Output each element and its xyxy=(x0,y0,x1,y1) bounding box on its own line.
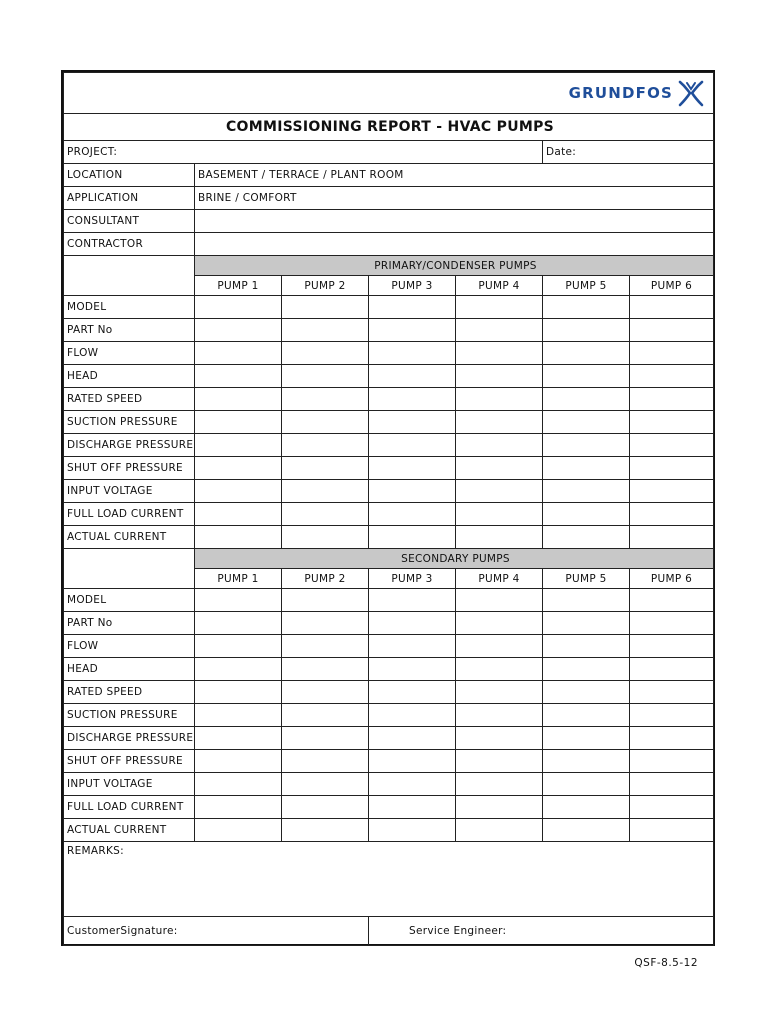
secondary-entry-cell[interactable] xyxy=(543,773,630,796)
primary-row-label: PART No xyxy=(64,319,195,342)
table-row xyxy=(64,388,714,411)
secondary-section-heading: SECONDARY PUMPS xyxy=(195,549,714,569)
primary-row-label: DISCHARGE PRESSURE xyxy=(64,434,195,457)
primary-row-label: INPUT VOLTAGE xyxy=(64,480,195,503)
secondary-entry-cell[interactable] xyxy=(369,635,456,658)
primary-entry-cell[interactable] xyxy=(195,365,282,388)
secondary-entry-cell[interactable] xyxy=(456,819,543,842)
secondary-entry-cell[interactable] xyxy=(369,773,456,796)
primary-entry-cell[interactable] xyxy=(195,388,282,411)
secondary-pump-header: PUMP 6 xyxy=(630,569,714,589)
secondary-entry-cell[interactable] xyxy=(630,773,714,796)
secondary-pump-header: PUMP 5 xyxy=(543,569,630,589)
primary-entry-cell[interactable] xyxy=(543,457,630,480)
secondary-entry-cell[interactable] xyxy=(282,796,369,819)
secondary-entry-cell[interactable] xyxy=(369,589,456,612)
date-field[interactable] xyxy=(543,141,714,164)
primary-entry-cell[interactable] xyxy=(369,319,456,342)
secondary-entry-cell[interactable] xyxy=(543,589,630,612)
primary-entry-cell[interactable] xyxy=(195,319,282,342)
primary-entry-cell[interactable] xyxy=(282,526,369,549)
primary-entry-cell[interactable] xyxy=(456,342,543,365)
table-row xyxy=(64,658,714,681)
secondary-entry-cell[interactable] xyxy=(195,612,282,635)
primary-entry-cell[interactable] xyxy=(369,434,456,457)
primary-pump-header: PUMP 3 xyxy=(369,276,456,296)
secondary-entry-cell[interactable] xyxy=(282,727,369,750)
secondary-pumps-section xyxy=(64,549,714,842)
primary-pump-header: PUMP 1 xyxy=(195,276,282,296)
secondary-entry-cell[interactable] xyxy=(456,750,543,773)
primary-entry-cell[interactable] xyxy=(282,434,369,457)
secondary-row-label: ACTUAL CURRENT xyxy=(64,819,195,842)
primary-entry-cell[interactable] xyxy=(456,526,543,549)
secondary-entry-cell[interactable] xyxy=(195,589,282,612)
secondary-pump-header: PUMP 1 xyxy=(195,569,282,589)
secondary-entry-cell[interactable] xyxy=(456,796,543,819)
primary-entry-cell[interactable] xyxy=(195,411,282,434)
table-row xyxy=(64,612,714,635)
primary-entry-cell[interactable] xyxy=(543,388,630,411)
secondary-entry-cell[interactable] xyxy=(456,727,543,750)
primary-entry-cell[interactable] xyxy=(456,457,543,480)
primary-entry-cell[interactable] xyxy=(543,296,630,319)
table-row xyxy=(64,365,714,388)
secondary-row-label: MODEL xyxy=(64,589,195,612)
report-title: COMMISSIONING REPORT - HVAC PUMPS xyxy=(64,114,714,141)
secondary-entry-cell[interactable] xyxy=(630,612,714,635)
secondary-entry-cell[interactable] xyxy=(456,704,543,727)
report-table xyxy=(63,72,714,946)
primary-entry-cell[interactable] xyxy=(195,457,282,480)
primary-section-heading: PRIMARY/CONDENSER PUMPS xyxy=(195,256,714,276)
primary-entry-cell[interactable] xyxy=(195,526,282,549)
primary-pump-header: PUMP 4 xyxy=(456,276,543,296)
primary-entry-cell[interactable] xyxy=(543,365,630,388)
primary-pump-header: PUMP 6 xyxy=(630,276,714,296)
secondary-entry-cell[interactable] xyxy=(195,681,282,704)
secondary-entry-cell[interactable] xyxy=(195,658,282,681)
secondary-entry-cell[interactable] xyxy=(630,658,714,681)
primary-entry-cell[interactable] xyxy=(195,342,282,365)
secondary-entry-cell[interactable] xyxy=(282,773,369,796)
primary-entry-cell[interactable] xyxy=(369,296,456,319)
table-row xyxy=(64,503,714,526)
secondary-entry-cell[interactable] xyxy=(195,635,282,658)
secondary-entry-cell[interactable] xyxy=(456,681,543,704)
secondary-entry-cell[interactable] xyxy=(543,750,630,773)
secondary-row-label: PART No xyxy=(64,612,195,635)
secondary-entry-cell[interactable] xyxy=(543,796,630,819)
primary-entry-cell[interactable] xyxy=(543,480,630,503)
secondary-entry-cell[interactable] xyxy=(456,658,543,681)
table-row xyxy=(64,296,714,319)
primary-entry-cell[interactable] xyxy=(543,342,630,365)
secondary-entry-cell[interactable] xyxy=(195,704,282,727)
primary-pumps-section xyxy=(64,256,714,549)
primary-pump-header: PUMP 5 xyxy=(543,276,630,296)
primary-entry-cell[interactable] xyxy=(456,503,543,526)
consultant-value[interactable] xyxy=(195,210,714,233)
primary-entry-cell[interactable] xyxy=(543,319,630,342)
primary-entry-cell[interactable] xyxy=(543,526,630,549)
primary-entry-cell[interactable] xyxy=(282,457,369,480)
primary-row-label: FLOW xyxy=(64,342,195,365)
remarks-field[interactable] xyxy=(64,842,714,917)
primary-row-label: MODEL xyxy=(64,296,195,319)
table-row xyxy=(64,457,714,480)
primary-entry-cell[interactable] xyxy=(282,342,369,365)
secondary-entry-cell[interactable] xyxy=(282,658,369,681)
primary-entry-cell[interactable] xyxy=(630,296,714,319)
secondary-entry-cell[interactable] xyxy=(282,612,369,635)
location-value[interactable]: BASEMENT / TERRACE / PLANT ROOM xyxy=(195,164,714,187)
secondary-entry-cell[interactable] xyxy=(282,750,369,773)
primary-entry-cell[interactable] xyxy=(456,480,543,503)
primary-entry-cell[interactable] xyxy=(543,503,630,526)
table-row xyxy=(64,635,714,658)
table-row xyxy=(64,727,714,750)
secondary-entry-cell[interactable] xyxy=(369,681,456,704)
table-row xyxy=(64,750,714,773)
primary-entry-cell[interactable] xyxy=(630,388,714,411)
secondary-row-label: FULL LOAD CURRENT xyxy=(64,796,195,819)
primary-entry-cell[interactable] xyxy=(456,411,543,434)
secondary-entry-cell[interactable] xyxy=(282,819,369,842)
remarks-label: REMARKS: xyxy=(67,845,124,857)
secondary-row-label: HEAD xyxy=(64,658,195,681)
primary-entry-cell[interactable] xyxy=(456,434,543,457)
commissioning-report-form xyxy=(61,70,715,946)
secondary-entry-cell[interactable] xyxy=(543,727,630,750)
primary-row-label: FULL LOAD CURRENT xyxy=(64,503,195,526)
service-engineer-label: Service Engineer: xyxy=(409,925,507,937)
secondary-row-label: SUCTION PRESSURE xyxy=(64,704,195,727)
primary-entry-cell[interactable] xyxy=(369,526,456,549)
secondary-entry-cell[interactable] xyxy=(630,796,714,819)
primary-entry-cell[interactable] xyxy=(630,526,714,549)
date-label: Date: xyxy=(546,146,577,158)
primary-entry-cell[interactable] xyxy=(630,480,714,503)
table-row xyxy=(64,796,714,819)
table-row xyxy=(64,704,714,727)
secondary-entry-cell[interactable] xyxy=(456,612,543,635)
table-row xyxy=(64,773,714,796)
secondary-pump-header: PUMP 4 xyxy=(456,569,543,589)
secondary-entry-cell[interactable] xyxy=(630,704,714,727)
primary-entry-cell[interactable] xyxy=(456,365,543,388)
primary-entry-cell[interactable] xyxy=(369,503,456,526)
project-label: PROJECT: xyxy=(67,146,118,158)
logo-cell xyxy=(64,73,714,114)
primary-entry-cell[interactable] xyxy=(369,342,456,365)
secondary-entry-cell[interactable] xyxy=(630,727,714,750)
primary-entry-cell[interactable] xyxy=(630,503,714,526)
secondary-row-label: FLOW xyxy=(64,635,195,658)
secondary-entry-cell[interactable] xyxy=(282,681,369,704)
primary-entry-cell[interactable] xyxy=(282,411,369,434)
primary-pump-header: PUMP 2 xyxy=(282,276,369,296)
primary-entry-cell[interactable] xyxy=(369,480,456,503)
primary-entry-cell[interactable] xyxy=(369,365,456,388)
primary-entry-cell[interactable] xyxy=(456,319,543,342)
table-row xyxy=(64,819,714,842)
secondary-entry-cell[interactable] xyxy=(369,750,456,773)
secondary-entry-cell[interactable] xyxy=(195,773,282,796)
primary-entry-cell[interactable] xyxy=(195,296,282,319)
secondary-entry-cell[interactable] xyxy=(282,704,369,727)
secondary-entry-cell[interactable] xyxy=(543,681,630,704)
contractor-value[interactable] xyxy=(195,233,714,256)
grundfos-x-icon xyxy=(677,79,705,107)
service-engineer-field[interactable] xyxy=(369,917,714,946)
primary-entry-cell[interactable] xyxy=(282,319,369,342)
table-row xyxy=(64,342,714,365)
table-row xyxy=(64,434,714,457)
primary-entry-cell[interactable] xyxy=(630,411,714,434)
primary-entry-cell[interactable] xyxy=(630,434,714,457)
logo-text: GRUNDFOS xyxy=(568,84,674,102)
secondary-entry-cell[interactable] xyxy=(195,819,282,842)
secondary-pump-header: PUMP 2 xyxy=(282,569,369,589)
secondary-entry-cell[interactable] xyxy=(456,773,543,796)
secondary-entry-cell[interactable] xyxy=(543,819,630,842)
primary-entry-cell[interactable] xyxy=(195,503,282,526)
secondary-entry-cell[interactable] xyxy=(195,727,282,750)
consultant-label: CONSULTANT xyxy=(64,210,195,233)
primary-row-label: SUCTION PRESSURE xyxy=(64,411,195,434)
secondary-entry-cell[interactable] xyxy=(630,819,714,842)
secondary-entry-cell[interactable] xyxy=(369,727,456,750)
table-row xyxy=(64,411,714,434)
secondary-row-label: INPUT VOLTAGE xyxy=(64,773,195,796)
secondary-entry-cell[interactable] xyxy=(369,796,456,819)
secondary-entry-cell[interactable] xyxy=(369,704,456,727)
customer-signature-label: CustomerSignature: xyxy=(67,925,178,937)
secondary-entry-cell[interactable] xyxy=(630,750,714,773)
primary-entry-cell[interactable] xyxy=(456,296,543,319)
secondary-entry-cell[interactable] xyxy=(456,589,543,612)
table-row xyxy=(64,681,714,704)
primary-entry-cell[interactable] xyxy=(195,434,282,457)
secondary-entry-cell[interactable] xyxy=(195,750,282,773)
primary-row-label: HEAD xyxy=(64,365,195,388)
secondary-entry-cell[interactable] xyxy=(282,589,369,612)
secondary-row-label: DISCHARGE PRESSURE xyxy=(64,727,195,750)
primary-entry-cell[interactable] xyxy=(282,480,369,503)
primary-entry-cell[interactable] xyxy=(630,319,714,342)
secondary-entry-cell[interactable] xyxy=(630,635,714,658)
secondary-entry-cell[interactable] xyxy=(543,635,630,658)
primary-row-label: SHUT OFF PRESSURE xyxy=(64,457,195,480)
primary-corner-cell xyxy=(64,256,195,296)
primary-entry-cell[interactable] xyxy=(543,434,630,457)
secondary-entry-cell[interactable] xyxy=(543,612,630,635)
primary-entry-cell[interactable] xyxy=(369,388,456,411)
secondary-entry-cell[interactable] xyxy=(543,658,630,681)
table-row xyxy=(64,319,714,342)
primary-row-label: RATED SPEED xyxy=(64,388,195,411)
application-value[interactable]: BRINE / COMFORT xyxy=(195,187,714,210)
primary-entry-cell[interactable] xyxy=(282,503,369,526)
secondary-pump-header: PUMP 3 xyxy=(369,569,456,589)
primary-row-label: ACTUAL CURRENT xyxy=(64,526,195,549)
primary-entry-cell[interactable] xyxy=(282,365,369,388)
application-label: APPLICATION xyxy=(64,187,195,210)
table-row xyxy=(64,526,714,549)
secondary-entry-cell[interactable] xyxy=(630,681,714,704)
primary-entry-cell[interactable] xyxy=(282,296,369,319)
table-row xyxy=(64,589,714,612)
contractor-label: CONTRACTOR xyxy=(64,233,195,256)
primary-entry-cell[interactable] xyxy=(630,365,714,388)
secondary-entry-cell[interactable] xyxy=(195,796,282,819)
secondary-row-label: SHUT OFF PRESSURE xyxy=(64,750,195,773)
primary-entry-cell[interactable] xyxy=(282,388,369,411)
secondary-row-label: RATED SPEED xyxy=(64,681,195,704)
primary-entry-cell[interactable] xyxy=(195,480,282,503)
secondary-entry-cell[interactable] xyxy=(456,635,543,658)
project-field[interactable] xyxy=(64,141,543,164)
customer-signature-field[interactable] xyxy=(64,917,369,946)
primary-entry-cell[interactable] xyxy=(369,411,456,434)
primary-entry-cell[interactable] xyxy=(630,457,714,480)
secondary-entry-cell[interactable] xyxy=(630,589,714,612)
grundfos-logo xyxy=(569,79,705,107)
form-code: QSF-8.5-12 xyxy=(634,957,698,969)
secondary-corner-cell xyxy=(64,549,195,589)
primary-entry-cell[interactable] xyxy=(543,411,630,434)
primary-entry-cell[interactable] xyxy=(456,388,543,411)
secondary-entry-cell[interactable] xyxy=(282,635,369,658)
table-row xyxy=(64,480,714,503)
primary-entry-cell[interactable] xyxy=(369,457,456,480)
secondary-entry-cell[interactable] xyxy=(369,658,456,681)
secondary-entry-cell[interactable] xyxy=(369,612,456,635)
secondary-entry-cell[interactable] xyxy=(369,819,456,842)
primary-entry-cell[interactable] xyxy=(630,342,714,365)
secondary-entry-cell[interactable] xyxy=(543,704,630,727)
location-label: LOCATION xyxy=(64,164,195,187)
